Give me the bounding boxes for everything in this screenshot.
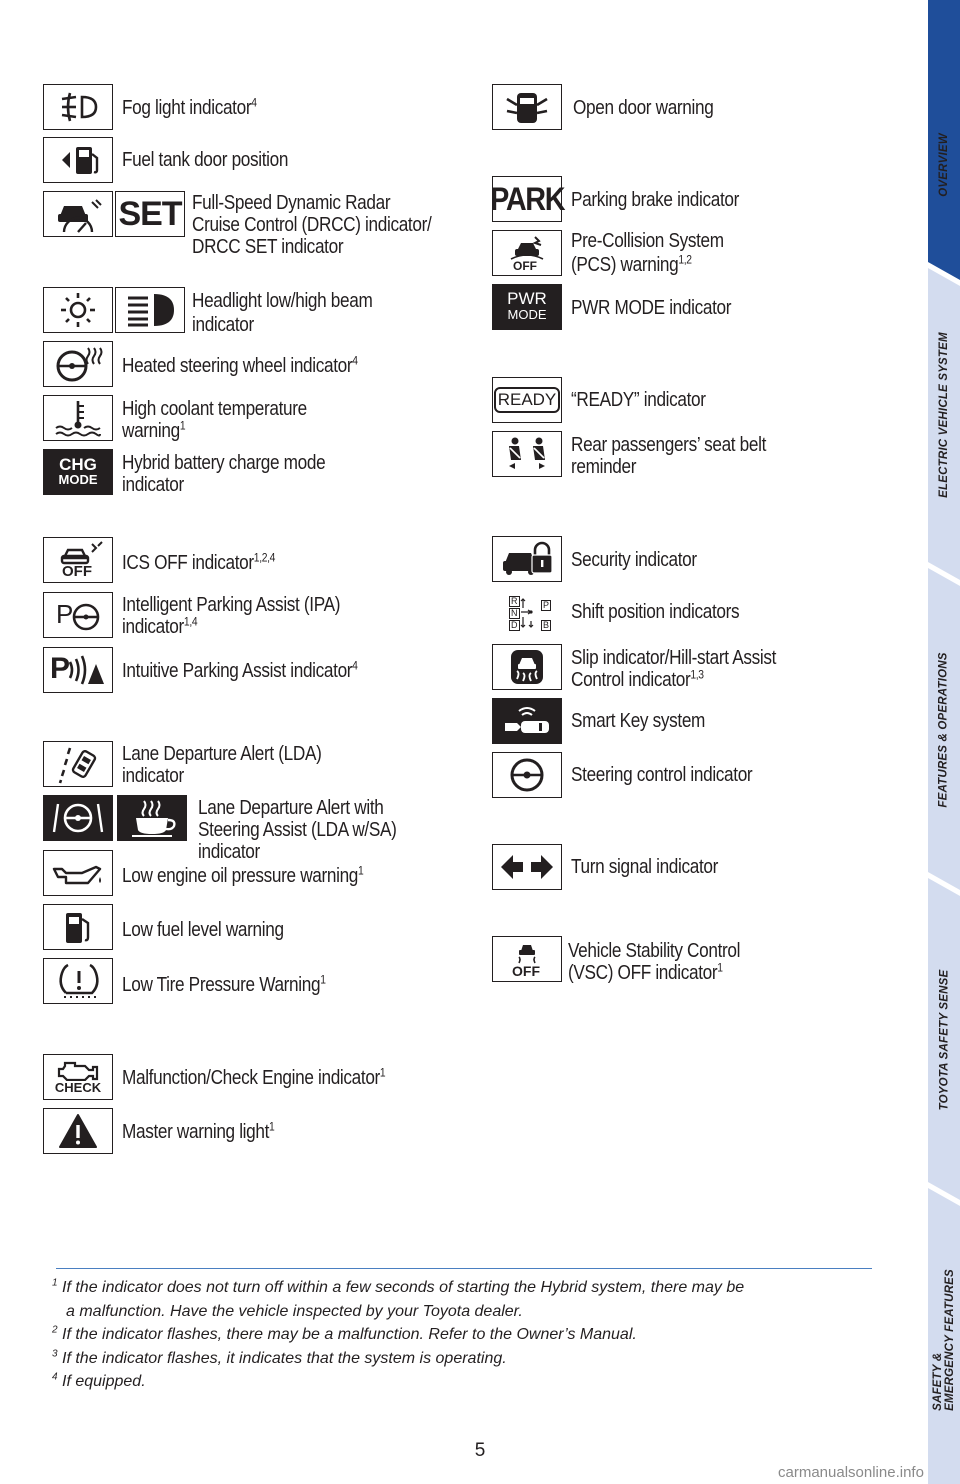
fog-light-icon	[43, 84, 113, 130]
tab-emergency-label-line1: SAFETY &	[932, 1352, 944, 1411]
master-warning-label: Master warning light$^1$	[122, 1119, 275, 1143]
footnote-2: $^2$ If the indicator flashes, there may be a malfunction. Refer to the Owner’s Manual.	[52, 1324, 637, 1343]
ics-off-label: ICS OFF indicator$^{1,2,4}$	[122, 550, 276, 574]
slip-label: Slip indicator/Hill-start Assist Control indicator$^{1,3}$	[571, 647, 777, 691]
tab-safety-emergency[interactable]	[928, 1230, 960, 1450]
security-label: Security indicator	[571, 549, 697, 571]
coolant-temperature-icon	[43, 395, 113, 441]
slip-car-icon	[492, 644, 562, 690]
tire-pressure-icon	[43, 958, 113, 1004]
low-fuel-label: Low fuel level warning	[122, 919, 284, 941]
footnote-divider	[56, 1268, 872, 1269]
footnote-3: $^3$ If the indicator flashes, it indicates that the system is operating.	[52, 1348, 507, 1367]
lane-departure-icon	[43, 741, 113, 787]
ready-icon: READY	[492, 377, 562, 423]
lda-label: Lane Departure Alert (LDA) indicator	[122, 743, 322, 787]
pcs-label: Pre-Collision System (PCS) warning$^{1,2}$	[571, 230, 724, 276]
steering-control-label: Steering control indicator	[571, 764, 753, 786]
section-sidebar	[928, 0, 960, 1484]
tab-emergency-label-line2: EMERGENCY FEATURES	[944, 1269, 956, 1411]
footnotes	[52, 1276, 882, 1394]
open-door-label: Open door warning	[573, 97, 714, 119]
fuel-pump-icon	[43, 904, 113, 950]
fuel-door-icon	[43, 137, 113, 183]
page-number: 5	[474, 1440, 486, 1461]
turn-signal-arrows-icon	[492, 844, 562, 890]
fuel-door-label: Fuel tank door position	[122, 149, 289, 171]
headlight-label: Headlight low/high beam indicator	[192, 290, 373, 336]
pcs-warning-icon: OFF	[492, 230, 562, 276]
smart-key-icon	[492, 698, 562, 744]
steering-wheel-icon	[492, 752, 562, 798]
pwr-mode-label: PWR MODE indicator	[571, 297, 732, 319]
check-engine-label: Malfunction/Check Engine indicator$^1$	[122, 1065, 386, 1089]
ipa-icon: P	[43, 592, 113, 638]
intuitive-parking-icon: P	[43, 647, 113, 693]
footnote-1-cont: a malfunction. Have the vehicle inspected by your Toyota dealer.	[66, 1302, 523, 1320]
parking-brake-icon: PARK	[492, 176, 562, 222]
shift-position-icon: R N D P B	[492, 590, 562, 636]
seat-belt-icon	[492, 431, 562, 477]
tab-electric-vehicle-system[interactable]	[928, 300, 960, 530]
vsc-label: Vehicle Stability Control (VSC) OFF indicator$^1$	[568, 940, 741, 984]
tab-tss-label: TOYOTA SAFETY SENSE	[938, 969, 951, 1111]
footnote-4: $^4$ If equipped.	[52, 1371, 146, 1390]
master-warning-icon	[43, 1108, 113, 1154]
ipa-label: Intelligent Parking Assist (IPA) indicator$^{1,4}$	[122, 594, 341, 638]
headlight-low-beam-icon	[43, 287, 113, 333]
lda-sa-label: Lane Departure Alert with Steering Assist (LDA w/SA) indicator	[198, 797, 397, 863]
headlight-high-beam-icon	[115, 287, 185, 333]
check-engine-icon: CHECK	[43, 1054, 113, 1100]
oil-label: Low engine oil pressure warning$^1$	[122, 863, 364, 887]
coffee-cup-icon	[117, 795, 187, 841]
coolant-label: High coolant temperature warning$^1$	[122, 398, 307, 442]
tab-overview-label: OVERVIEW	[938, 133, 950, 197]
ics-off-icon: OFF	[43, 537, 113, 583]
lda-steering-assist-icon	[43, 795, 113, 841]
drcc-label: Full-Speed Dynamic Radar Cruise Control (DRCC) indicator/ DRCC SET indicator	[192, 192, 432, 258]
turn-signal-label: Turn signal indicator	[571, 856, 719, 878]
vsc-off-icon: OFF	[492, 936, 562, 982]
smart-key-label: Smart Key system	[571, 710, 706, 732]
tab-features-label: FEATURES & OPERATIONS	[938, 652, 951, 808]
drcc-set-icon: SET	[115, 191, 185, 237]
radar-cruise-icon	[43, 191, 113, 237]
open-door-icon	[492, 84, 562, 130]
oil-can-icon	[43, 850, 113, 896]
shift-label: Shift position indicators	[571, 601, 740, 623]
fog-light-label: Fog light indicator$^4$	[122, 95, 257, 119]
watermark-text: carmanualsonline.info	[778, 1464, 924, 1481]
tab-features-operations[interactable]	[928, 620, 960, 840]
tab-toyota-safety-sense[interactable]	[928, 940, 960, 1140]
tab-emergency-label	[932, 1269, 956, 1411]
footnote-1: $^1$ If the indicator does not turn off within a few seconds of starting the Hybrid system, there may be	[52, 1277, 745, 1296]
tab-ev-label: ELECTRIC VEHICLE SYSTEM	[938, 332, 950, 498]
security-car-lock-icon	[492, 536, 562, 582]
heated-steering-wheel-icon	[43, 341, 113, 387]
chg-mode-icon: CHG MODE	[43, 449, 113, 495]
tab-overview[interactable]	[928, 80, 960, 250]
ready-label: “READY” indicator	[571, 389, 706, 411]
pwr-mode-icon: PWR MODE	[492, 284, 562, 330]
heated-wheel-label: Heated steering wheel indicator$^4$	[122, 353, 358, 377]
rear-belt-label: Rear passengers’ seat belt reminder	[571, 434, 767, 478]
parking-brake-label: Parking brake indicator	[571, 189, 740, 211]
tire-pressure-label: Low Tire Pressure Warning$^1$	[122, 972, 326, 996]
intuitive-parking-label: Intuitive Parking Assist indicator$^4$	[122, 658, 358, 682]
chg-mode-label: Hybrid battery charge mode indicator	[122, 452, 326, 496]
